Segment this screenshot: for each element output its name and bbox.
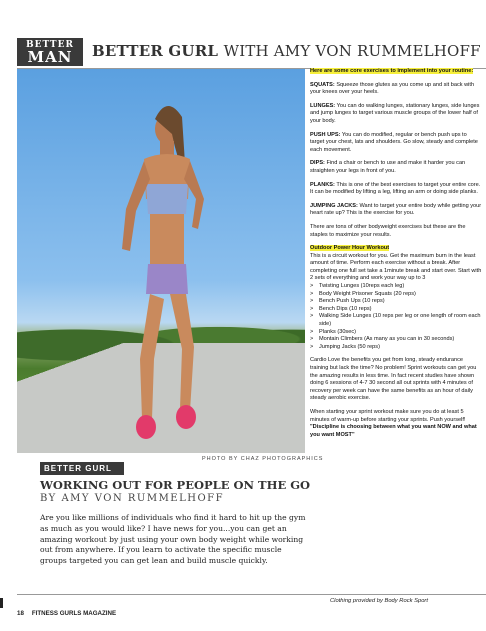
workout-heading: Outdoor Power Hour Workout: [310, 245, 390, 252]
logo-line-1: BETTER: [26, 40, 74, 50]
exercise-item: LUNGES: You can do walking lunges, stationary lunges, side lunges and jump lunges to target various muscle groups of the lower half of your body.: [310, 102, 480, 124]
exercise-item: DIPS: Find a chair or bench to use and make it harder you can straighten your legs in front of you.: [310, 160, 466, 174]
cardio-paragraph: Cardio Love the benefits you get from long, steady endurance training but lack the time? No problem! Sprint workouts can get you the amazing results in less time. In fact recent studies have shown doing 6 sessions of 4-7 30 second all out sprints with 4 minutes of recovery per week can have the same benefits as an hour of daily steady aerobic exercise.: [310, 357, 477, 402]
list-item: > Bench Push Ups (10 reps): [310, 298, 385, 305]
list-item: > Body Weight Prisoner Squats (20 reps): [310, 290, 416, 297]
logo-line-2: MAN: [27, 48, 73, 66]
workout-list: [310, 283, 482, 351]
exercise-column: [310, 68, 482, 445]
list-item: > Bench Dips (10 reps): [310, 305, 372, 312]
section-title: [92, 42, 481, 60]
list-item: > Montain Climbers (As many as you can in 30 seconds): [310, 336, 455, 343]
better-man-logo: [17, 38, 83, 66]
staples-paragraph: There are tons of other bodyweight exercises but these are the staples to maximize your results.: [310, 223, 466, 238]
exercise-item: PUSH UPS: You can do modified, regular or bench push ups to target your chest, lats and shoulders. Go slow, steady and complete each movement.: [310, 131, 478, 153]
page-number: 18: [17, 610, 24, 617]
list-item: > Jumping Jacks (50 reps): [310, 343, 380, 350]
page-edge-mark: [0, 598, 3, 608]
discipline-quote: "Discipline is choosing between what you want NOW and what you want MOST": [310, 424, 477, 438]
article-tag: BETTER GURL: [40, 462, 124, 475]
article-byline: BY AMY VON RUMMELHOFF: [40, 493, 225, 504]
section-title-rest: WITH AMY VON RUMMELHOFF: [223, 42, 481, 60]
core-exercises-heading: Here are some core exercises to implement into your routine:: [310, 68, 474, 74]
runner-figure: [122, 89, 212, 453]
runner-photo: [17, 69, 305, 453]
exercise-item: JUMPING JACKS: Want to target your entire body while getting your heart rate up? This is the exercise for you.: [310, 202, 482, 217]
photo-credit: PHOTO BY CHAZ PHOTOGRAPHICS: [202, 456, 324, 462]
list-item: > Walking Side Lunges (10 reps per leg or one length of room each side): [310, 313, 481, 328]
magazine-name: FITNESS GURLS MAGAZINE: [31, 610, 117, 617]
list-item: > Twisting Lunges (10reps each leg): [310, 283, 405, 290]
exercise-item: SQUATS: Squeeze those glutes as you come up and sit back with your knees over your heels.: [310, 81, 475, 96]
exercise-item: PLANKS: This is one of the best exercises to target your entire core. It can be modified by lifting a leg, lifting an arm or doing side planks.: [310, 181, 481, 196]
clothing-credit: Clothing provided by Body Rock Sport: [330, 598, 428, 604]
section-title-bold: BETTER GURL: [92, 42, 219, 60]
article-intro: Are you like millions of individuals who find it hard to hit up the gym as much as you would like? I have news for you...you can get an amazing workout by just using your own body weight while working out from anywhere. If you learn to activate the specific muscle groups targeted you can get lean and build muscle quickly.: [40, 513, 306, 566]
article-headline: WORKING OUT FOR PEOPLE ON THE GO: [40, 478, 311, 492]
workout-intro: This is a circuit workout for you. Get the maximum burn in the least amount of time. Perform each exercise without a break. After completing one full set take a 1minute break and start over. Start with 2 sets of everything and work your way up to 3: [310, 252, 482, 282]
bottom-rule: [17, 594, 486, 595]
page-footer: [17, 610, 116, 617]
sprint-paragraph: When starting your sprint workout make sure you do at least 5 minutes of warm-up before starting your sprints. Push yourself!: [310, 408, 466, 423]
list-item: > Planks (30sec): [310, 328, 356, 335]
